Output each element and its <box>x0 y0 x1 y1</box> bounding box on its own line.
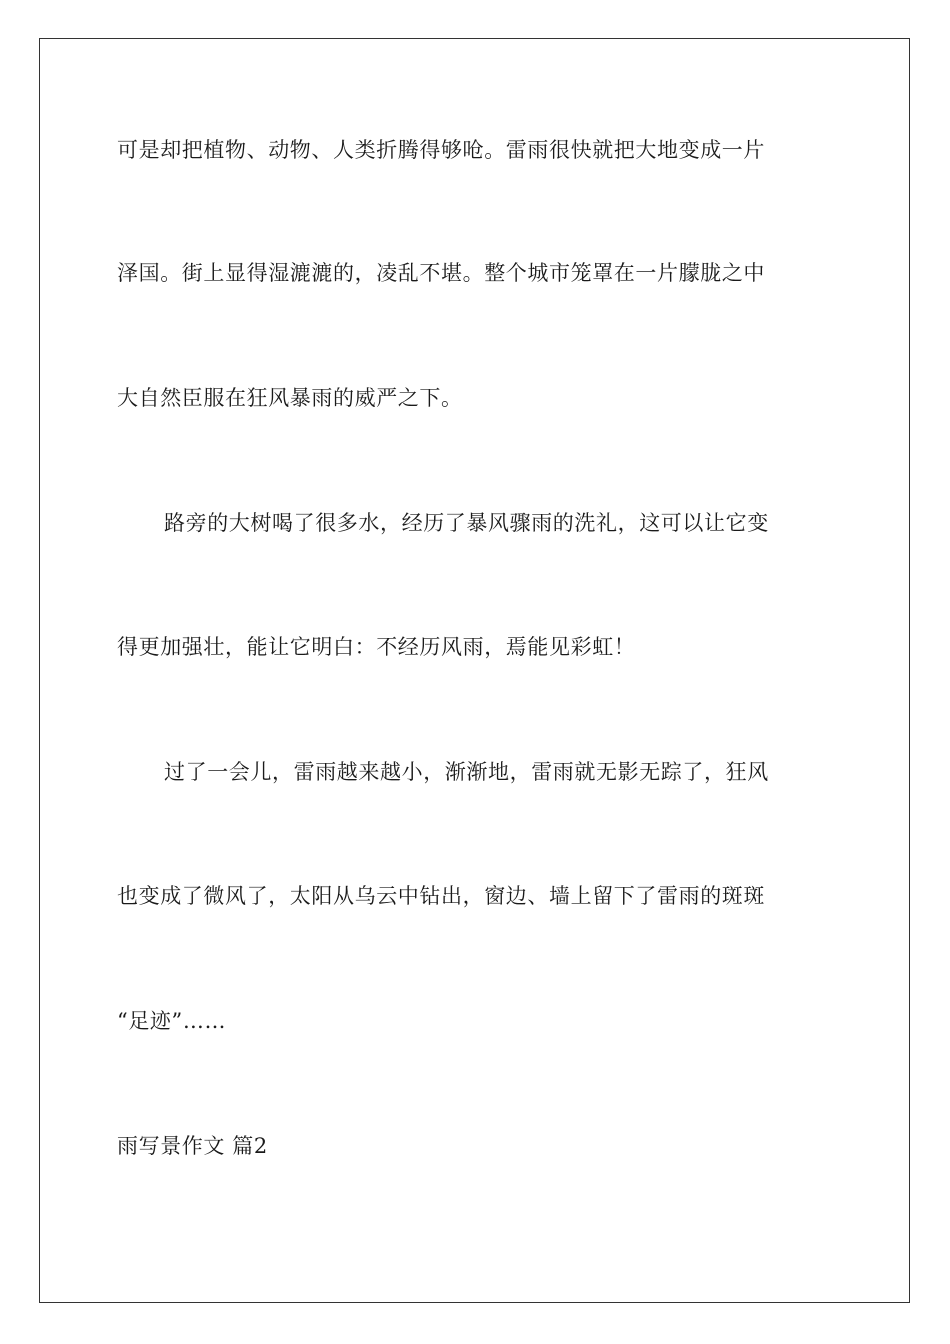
paragraph-line-3: 大自然臣服在狂风暴雨的威严之下。 <box>117 386 463 410</box>
page-frame <box>39 38 910 1303</box>
paragraph-line-1: 可是却把植物、动物、人类折腾得够呛。雷雨很快就把大地变成一片 <box>117 138 765 162</box>
paragraph-line-2: 泽国。街上显得湿漉漉的，凌乱不堪。整个城市笼罩在一片朦胧之中 <box>117 261 765 285</box>
paragraph-line-7: 也变成了微风了，太阳从乌云中钻出，窗边、墙上留下了雷雨的斑斑 <box>117 884 765 908</box>
paragraph-line-4: 路旁的大树喝了很多水，经历了暴风骤雨的洗礼，这可以让它变 <box>164 511 769 535</box>
section-heading: 雨写景作文 篇2 <box>117 1134 268 1158</box>
paragraph-line-6: 过了一会儿，雷雨越来越小，渐渐地，雷雨就无影无踪了，狂风 <box>164 760 769 784</box>
paragraph-line-5: 得更加强壮，能让它明白：不经历风雨，焉能见彩虹！ <box>117 635 636 659</box>
paragraph-line-8: “足迹”…… <box>117 1009 227 1033</box>
